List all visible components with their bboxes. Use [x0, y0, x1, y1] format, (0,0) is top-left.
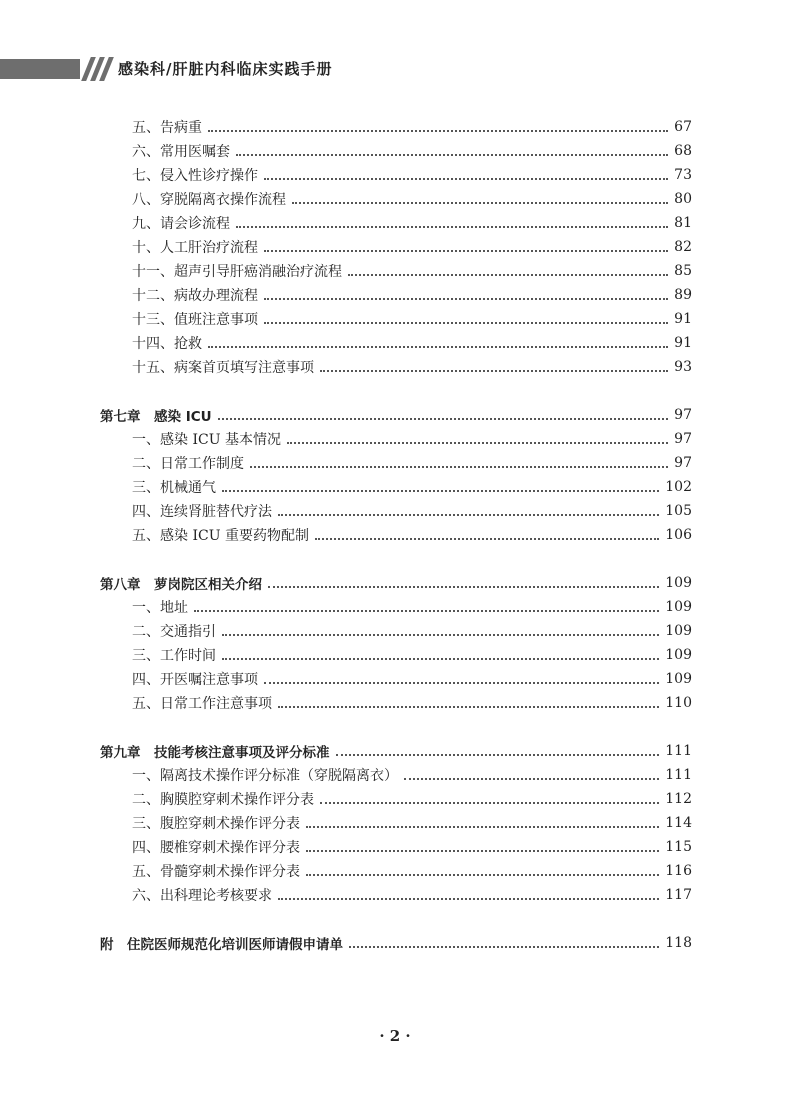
- toc-entry-label: 十四、抢救: [132, 336, 202, 352]
- dot-leader: [264, 322, 668, 324]
- toc-entry-page: 105: [665, 503, 692, 519]
- toc-section-entry[interactable]: [132, 524, 692, 546]
- toc-entry-page: 116: [665, 863, 692, 879]
- toc-entry-page: 102: [665, 479, 692, 495]
- toc-entry-page: 118: [665, 935, 692, 951]
- dot-leader: [278, 514, 659, 516]
- dot-leader: [306, 826, 659, 828]
- toc-entry-page: 109: [665, 671, 692, 687]
- toc-entry-page: 111: [665, 743, 692, 759]
- dot-leader: [194, 610, 659, 612]
- toc-entry-page: 97: [674, 431, 692, 447]
- dot-leader: [222, 658, 659, 660]
- toc-entry-label: 六、常用医嘱套: [132, 144, 230, 160]
- toc-entry-page: 89: [674, 287, 692, 303]
- toc-entry-label: 六、出科理论考核要求: [132, 888, 272, 904]
- toc-entry-label: 三、机械通气: [132, 480, 216, 496]
- toc-entry-label: 五、日常工作注意事项: [132, 696, 272, 712]
- dot-leader: [264, 298, 668, 300]
- dot-leader: [320, 370, 668, 372]
- toc-section-entry[interactable]: [132, 860, 692, 882]
- dot-leader: [349, 946, 659, 948]
- toc-entry-label: 八、穿脱隔离衣操作流程: [132, 192, 286, 208]
- toc-entry-page: 114: [665, 815, 692, 831]
- toc-entry-page: 91: [674, 335, 692, 351]
- toc-section-entry[interactable]: [132, 620, 692, 642]
- toc-entry-page: 85: [674, 263, 692, 279]
- dot-leader: [264, 682, 659, 684]
- toc-section-entry[interactable]: [132, 644, 692, 666]
- toc-chapter-entry[interactable]: [100, 932, 692, 954]
- toc-section-entry[interactable]: [132, 764, 692, 786]
- toc-entry-label: 十三、值班注意事项: [132, 312, 258, 328]
- toc-entry-page: 73: [674, 167, 692, 183]
- dot-leader: [264, 250, 668, 252]
- toc-entry-page: 115: [665, 839, 692, 855]
- dot-leader: [278, 706, 659, 708]
- toc-section-entry[interactable]: [132, 476, 692, 498]
- toc-chapter-entry[interactable]: [100, 404, 692, 426]
- toc-entry-page: 82: [674, 239, 692, 255]
- toc-section-entry[interactable]: [132, 500, 692, 522]
- toc-entry-page: 91: [674, 311, 692, 327]
- toc-entry-label: 四、腰椎穿刺术操作评分表: [132, 840, 300, 856]
- toc-entry-label: 一、地址: [132, 600, 188, 616]
- toc-entry-page: 68: [674, 143, 692, 159]
- toc-section-entry[interactable]: [132, 428, 692, 450]
- toc-section-entry[interactable]: [132, 668, 692, 690]
- toc-entry-label: 第九章 技能考核注意事项及评分标准: [100, 745, 330, 761]
- toc-entry-page: 97: [674, 407, 692, 423]
- toc-entry-page: 109: [665, 647, 692, 663]
- toc-entry-label: 第八章 萝岗院区相关介绍: [100, 577, 262, 593]
- dot-leader: [306, 850, 659, 852]
- toc-section-entry[interactable]: [132, 212, 692, 234]
- toc-chapter-entry[interactable]: [100, 740, 692, 762]
- dot-leader: [320, 802, 659, 804]
- toc-entry-page: 109: [665, 575, 692, 591]
- dot-leader: [292, 202, 668, 204]
- toc-entry-label: 九、请会诊流程: [132, 216, 230, 232]
- toc-section-entry[interactable]: [132, 452, 692, 474]
- toc-section-entry[interactable]: [132, 116, 692, 138]
- dot-leader: [348, 274, 668, 276]
- toc-entry-page: 112: [665, 791, 692, 807]
- toc-chapter-entry[interactable]: [100, 572, 692, 594]
- toc-entry-label: 五、骨髓穿刺术操作评分表: [132, 864, 300, 880]
- toc-section-entry[interactable]: [132, 788, 692, 810]
- toc-entry-page: 109: [665, 623, 692, 639]
- toc-entry-label: 五、感染 ICU 重要药物配制: [132, 528, 309, 544]
- toc-entry-page: 117: [665, 887, 692, 903]
- dot-leader: [336, 754, 660, 756]
- dot-leader: [208, 130, 668, 132]
- dot-leader: [268, 586, 659, 588]
- toc-entry-label: 五、告病重: [132, 120, 202, 136]
- toc-section-entry[interactable]: [132, 140, 692, 162]
- dot-leader: [315, 538, 659, 540]
- toc-section-entry[interactable]: [132, 188, 692, 210]
- dot-leader: [236, 226, 668, 228]
- dot-leader: [222, 634, 659, 636]
- toc-entry-label: 附 住院医师规范化培训医师请假申请单: [100, 937, 343, 953]
- toc-section-entry[interactable]: [132, 332, 692, 354]
- toc-entry-label: 一、感染 ICU 基本情况: [132, 432, 281, 448]
- toc-section-entry[interactable]: [132, 596, 692, 618]
- toc-entry-page: 80: [674, 191, 692, 207]
- toc-entry-label: 二、日常工作制度: [132, 456, 244, 472]
- toc-entry-label: 第七章 感染 ICU: [100, 409, 212, 425]
- toc-section-entry[interactable]: [132, 884, 692, 906]
- toc-entry-label: 十二、病故办理流程: [132, 288, 258, 304]
- toc-entry-label: 三、腹腔穿刺术操作评分表: [132, 816, 300, 832]
- dot-leader: [208, 346, 668, 348]
- dot-leader: [287, 442, 668, 444]
- toc-section-entry[interactable]: [132, 356, 692, 378]
- running-header: [0, 52, 790, 86]
- toc-entry-page: 67: [674, 119, 692, 135]
- toc-entry-page: 97: [674, 455, 692, 471]
- dot-leader: [404, 778, 659, 780]
- toc-section-entry[interactable]: [132, 812, 692, 834]
- toc-entry-label: 七、侵入性诊疗操作: [132, 168, 258, 184]
- toc-entry-label: 二、胸膜腔穿刺术操作评分表: [132, 792, 314, 808]
- toc-entry-label: 四、连续肾脏替代疗法: [132, 504, 272, 520]
- toc-entry-label: 四、开医嘱注意事项: [132, 672, 258, 688]
- toc-section-entry[interactable]: [132, 260, 692, 282]
- toc-entry-page: 93: [674, 359, 692, 375]
- dot-leader: [306, 874, 659, 876]
- header-bar: [0, 59, 80, 79]
- toc-entry-label: 十、人工肝治疗流程: [132, 240, 258, 256]
- toc-entry-page: 106: [665, 527, 692, 543]
- toc-entry-label: 三、工作时间: [132, 648, 216, 664]
- toc-section-entry[interactable]: [132, 308, 692, 330]
- dot-leader: [218, 418, 669, 420]
- dot-leader: [236, 154, 668, 156]
- page-number: · 2 ·: [379, 1027, 411, 1045]
- toc-entry-label: 二、交通指引: [132, 624, 216, 640]
- toc-entry-page: 81: [674, 215, 692, 231]
- toc-section-entry[interactable]: [132, 284, 692, 306]
- dot-leader: [250, 466, 668, 468]
- toc-section-entry[interactable]: [132, 692, 692, 714]
- toc-entry-label: 十一、超声引导肝癌消融治疗流程: [132, 264, 342, 280]
- dot-leader: [264, 178, 668, 180]
- toc-section-entry[interactable]: [132, 236, 692, 258]
- toc-entry-page: 111: [665, 767, 692, 783]
- toc-entry-page: 109: [665, 599, 692, 615]
- toc-section-entry[interactable]: [132, 836, 692, 858]
- book-title: 感染科/肝脏内科临床实践手册: [118, 60, 333, 78]
- toc-entry-label: 十五、病案首页填写注意事项: [132, 360, 314, 376]
- toc-entry-page: 110: [665, 695, 692, 711]
- dot-leader: [278, 898, 659, 900]
- toc-section-entry[interactable]: [132, 164, 692, 186]
- dot-leader: [222, 490, 659, 492]
- toc-entry-label: 一、隔离技术操作评分标准（穿脱隔离衣）: [132, 768, 398, 784]
